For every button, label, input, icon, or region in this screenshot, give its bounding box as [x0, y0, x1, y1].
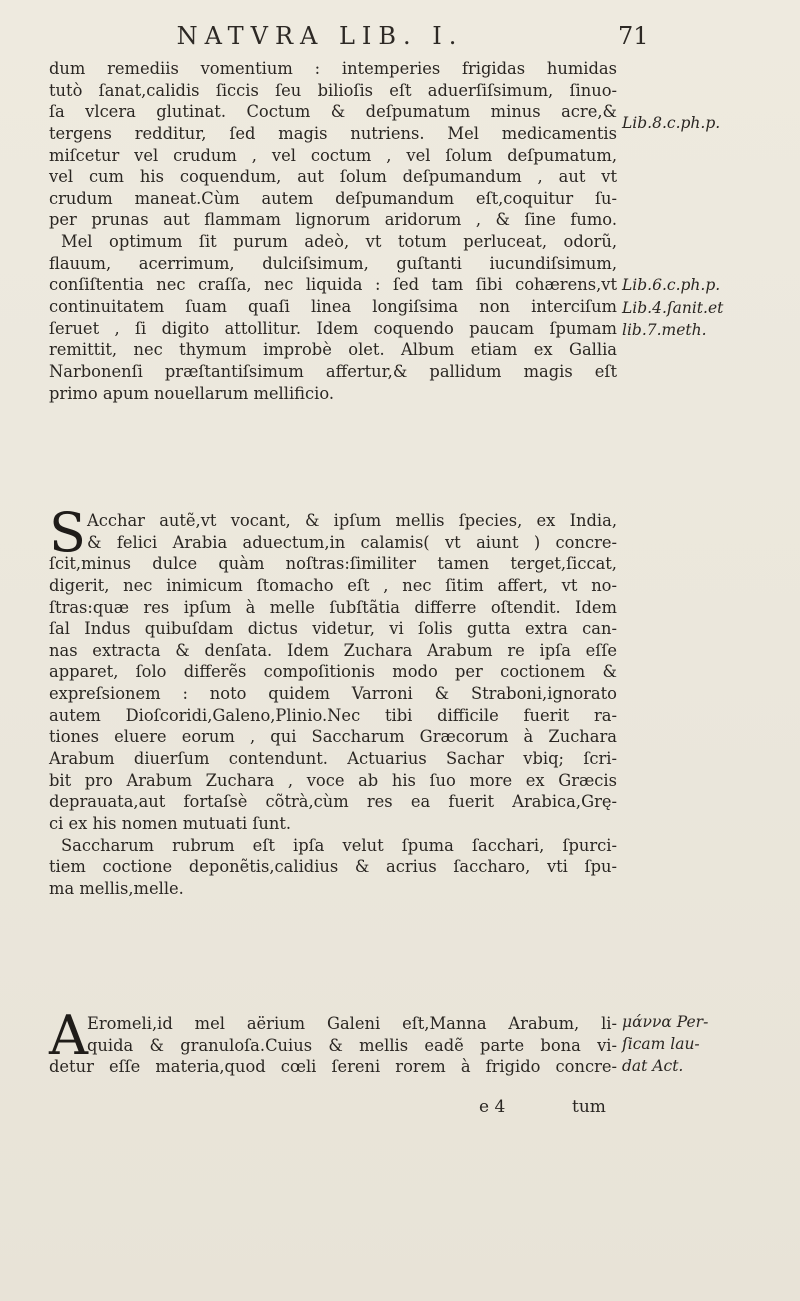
text-line: Narbonenſi præſtantiſsimum affertur,& pallidum magis eſt	[49, 361, 617, 381]
text-line: Eromeli,id mel aërium Galeni eſt,Manna Arabum, li-	[87, 1014, 617, 1033]
text-line: autem Dioſcoridi,Galeno,Plinio.Nec tibi difficile fuerit ra-	[49, 705, 617, 725]
text-line: digerit, nec inimicum ſtomacho eſt , nec ſitim affert, vt no-	[49, 575, 617, 595]
text-line: ſal Indus quibuſdam dictus videtur, vi ſolis gutta extra can-	[49, 619, 617, 639]
paragraph-honey	[49, 58, 617, 404]
margin-note: lib.7.meth.	[622, 321, 707, 339]
text-line: detur eſſe materia,quod cœli ſereni rorem à frigido concre-	[49, 1057, 617, 1077]
text-line: remittit, nec thymum improbè olet. Album etiam ex Gallia	[49, 340, 617, 360]
text-line: Saccharum rubrum eſt ipſa velut ſpuma ſacchari, ſpurci-	[61, 835, 617, 855]
margin-note: μάννα Per-	[622, 1013, 709, 1031]
text-line: bit pro Arabum Zuchara , voce ab his ſuo more ex Græcis	[49, 770, 617, 790]
text-line: expreſsionem : noto quidem Varroni & Straboni,ignorato	[49, 684, 617, 704]
text-line: ma mellis,melle.	[49, 878, 184, 898]
margin-note: ſicam lau-	[622, 1035, 700, 1053]
text-line: conſiſtentia nec craſſa, nec liquida : ſed tam ſibi cohærens,vt	[49, 275, 617, 295]
text-line: primo apum nouellarum mellificio.	[49, 383, 335, 403]
text-line: flauum, acerrimum, dulciſsimum, guſtanti iucundiſsimum,	[49, 253, 617, 273]
text-line: tiones eluere eorum , qui Saccharum Græcorum à Zuchara	[49, 727, 617, 747]
text-line: Mel optimum ſit purum adeò, vt totum perluceat, odorũ,	[61, 232, 617, 252]
text-line: deprauata,aut fortaſsè cõtrà,cùm res ea fuerit Arabica,Grę-	[49, 792, 617, 812]
signature-mark: e 4	[479, 1097, 506, 1117]
text-line: apparet, ſolo differẽs compoſitionis modo per coctionem &	[49, 662, 617, 682]
text-line: tutò ſanat,calidis ſiccis ſeu bilioſis eſt aduerſiſsimum, ſinuo-	[49, 80, 617, 100]
text-line: ſeruet , ſi digito attollitur. Idem coquendo paucam ſpumam	[49, 318, 617, 338]
margin-note: Lib.8.c.ph.p.	[622, 114, 721, 132]
text-line: crudum maneat.Cùm autem deſpumandum eſt,coquitur ſu-	[49, 188, 617, 208]
text-line: vel cum his coquendum, aut ſolum deſpumandum , aut vt	[49, 167, 617, 187]
drop-cap: S	[49, 501, 86, 564]
text-line: Acchar autẽ,vt vocant, & ipſum mellis ſpecies, ex India,	[87, 511, 617, 530]
text-line: & felici Arabia aduectum,in calamis( vt aiunt ) concre-	[87, 532, 617, 552]
margin-note: Lib.6.c.ph.p.	[622, 276, 721, 294]
text-line: per prunas aut flammam lignorum aridorum , & ſine fumo.	[49, 210, 617, 230]
text-line: ci ex his nomen mutuati ſunt.	[49, 813, 292, 833]
text-line: tergens redditur, ſed magis nutriens. Mel medicamentis	[49, 123, 617, 143]
text-line: dum remediis vomentium : intemperies frigidas humidas	[49, 59, 617, 78]
text-line: ſtras:quæ res ipſum à melle ſubſtãtia differre oſtendit. Idem	[49, 597, 617, 617]
text-line: ſa vlcera glutinat. Coctum & deſpumatum minus acre,&	[49, 102, 617, 122]
drop-cap: A	[49, 1004, 88, 1067]
catchword: tum	[572, 1097, 606, 1117]
text-line: quida & granuloſa.Cuius & mellis eadẽ parte bona vi-	[87, 1035, 617, 1055]
margin-note: dat Act.	[622, 1057, 684, 1075]
text-line: Arabum diuerſum contendunt. Actuarius Sachar vbiq; ſcri-	[49, 749, 617, 769]
paragraph-sugar	[49, 501, 617, 900]
text-line: miſcetur vel crudum , vel coctum , vel ſolum deſpumatum,	[49, 145, 617, 165]
text-line: tiem coctione deponẽtis,calidius & acrius ſaccharo, vti ſpu-	[49, 857, 617, 877]
page-number: 71	[618, 22, 649, 50]
running-head: NATVRA LIB. I.	[176, 22, 464, 50]
paragraph-aeromeli	[49, 1004, 617, 1078]
text-line: nas extracta & denſata. Idem Zuchara Arabum re ipſa eſſe	[49, 640, 617, 660]
text-line: continuitatem ſuam quaſi linea longiſsima non interciſum	[49, 297, 617, 317]
text-line: ſcit,minus dulce quàm noſtras:ſimiliter tamen terget,ſiccat,	[49, 554, 617, 574]
margin-note: Lib.4.ſanit.et	[622, 299, 724, 317]
